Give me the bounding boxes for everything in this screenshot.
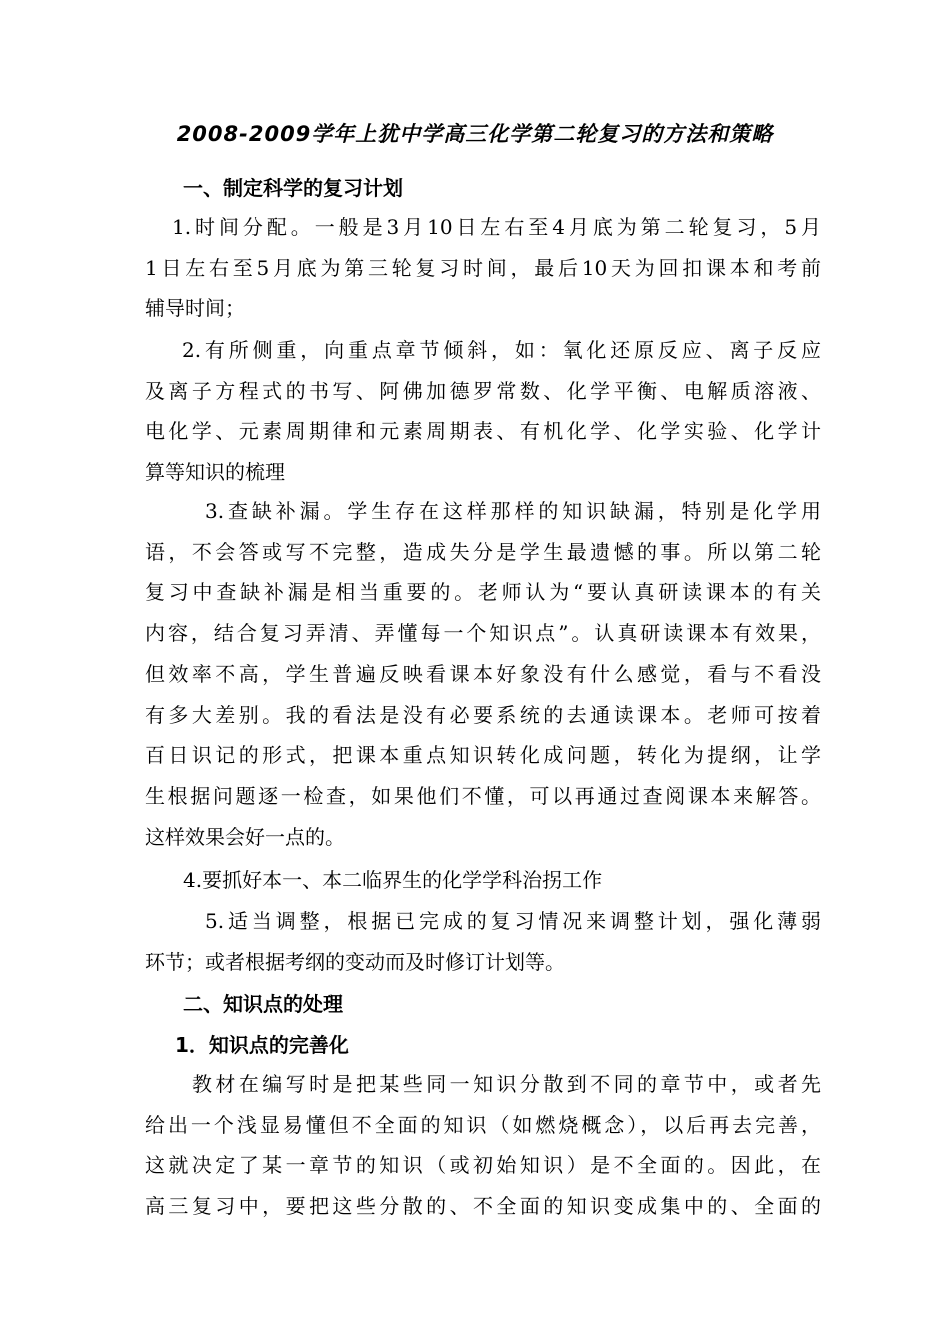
text-line: 算等知识的梳理 bbox=[145, 460, 285, 485]
text-line: 语，不会答或写不完整，造成失分是学生最遗憾的事。所以第二轮 bbox=[145, 539, 821, 564]
text-line: 电化学、元素周期律和元素周期表、有机化学、化学实验、化学计 bbox=[145, 419, 821, 444]
paragraph-3 bbox=[145, 491, 821, 857]
text-line: 这样效果会好一点的。 bbox=[145, 824, 345, 849]
paragraph-1 bbox=[145, 207, 821, 329]
text-line: 复习中查缺补漏是相当重要的。老师认为“要认真研读课本的有关 bbox=[145, 580, 821, 605]
text-line: 5.适当调整，根据已完成的复习情况来调整计划，强化薄弱 bbox=[205, 909, 821, 933]
text-line: 给出一个浅显易懂但不全面的知识（如燃烧概念），以后再去完善， bbox=[145, 1112, 821, 1137]
text-line: 高三复习中，要把这些分散的、不全面的知识变成集中的、全面的 bbox=[145, 1194, 821, 1219]
text-line: 内容，结合复习弄清、弄懂每一个知识点”。认真研读课本有效果， bbox=[145, 621, 821, 646]
text-line: 教材在编写时是把某些同一知识分散到不同的章节中，或者先 bbox=[192, 1072, 821, 1096]
paragraph-6 bbox=[145, 1064, 821, 1227]
text-line: 1日左右至5月底为第三轮复习时间，最后10天为回扣课本和考前 bbox=[145, 255, 821, 280]
paragraph-4 bbox=[145, 860, 821, 901]
text-line: 4.要抓好本一、本二临界生的化学学科治拐工作 bbox=[183, 868, 603, 892]
subsection-heading-1: 1．知识点的完善化 bbox=[175, 1033, 349, 1057]
text-line: 但效率不高，学生普遍反映看课本好象没有什么感觉，看与不看没 bbox=[145, 661, 821, 686]
text-line: 百日识记的形式，把课本重点知识转化成问题，转化为提纲，让学 bbox=[145, 743, 821, 768]
text-line: 1.时间分配。一般是3月10日左右至4月底为第二轮复习，5月 bbox=[172, 215, 821, 239]
section-heading-1: 一、制定科学的复习计划 bbox=[183, 176, 403, 200]
paragraph-2 bbox=[145, 330, 821, 493]
section-heading-2: 二、知识点的处理 bbox=[183, 992, 343, 1016]
text-line: 有多大差别。我的看法是没有必要系统的去通读课本。老师可按着 bbox=[145, 702, 821, 727]
text-line: 辅导时间； bbox=[145, 296, 245, 321]
text-line: 及离子方程式的书写、阿佛加德罗常数、化学平衡、电解质溶液、 bbox=[145, 378, 821, 403]
text-line: 生根据问题逐一检查，如果他们不懂，可以再通过查阅课本来解答。 bbox=[145, 783, 821, 808]
text-line: 3.查缺补漏。学生存在这样那样的知识缺漏，特别是化学用 bbox=[205, 499, 821, 523]
document-title: 2008-2009学年上犹中学高三化学第二轮复习的方法和策略 bbox=[176, 122, 774, 146]
text-line: 这就决定了某一章节的知识（或初始知识）是不全面的。因此，在 bbox=[145, 1153, 821, 1178]
text-line: 环节；或者根据考纲的变动而及时修订计划等。 bbox=[145, 949, 565, 974]
paragraph-5 bbox=[145, 901, 821, 982]
text-line: 2.有所侧重，向重点章节倾斜，如：氧化还原反应、离子反应 bbox=[182, 338, 821, 362]
